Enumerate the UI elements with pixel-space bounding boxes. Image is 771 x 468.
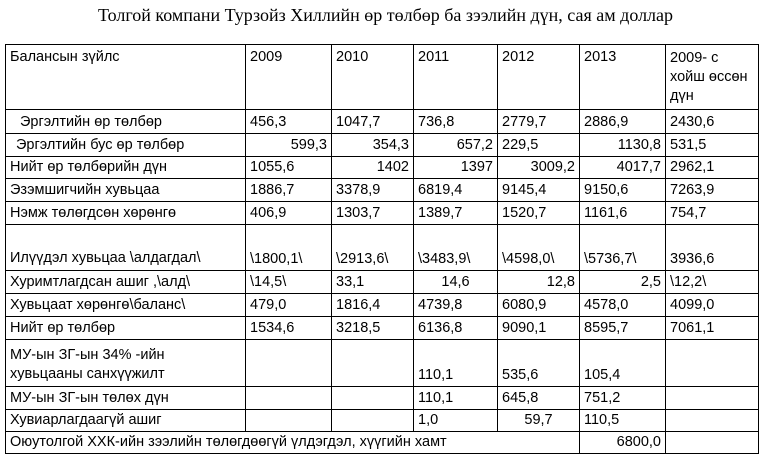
cell: 9150,6	[580, 179, 666, 202]
cell: 8595,7	[580, 317, 666, 340]
row-label: Нийт өр төлбөрийн дүн	[6, 157, 246, 179]
cell: 2779,7	[498, 110, 580, 134]
cell: 6080,9	[498, 294, 580, 317]
cell: 1816,4	[332, 294, 414, 317]
cell: 4578,0	[580, 294, 666, 317]
cell	[666, 387, 759, 410]
cell	[666, 432, 759, 454]
cell	[666, 340, 759, 387]
row-label: Эзэмшигчийн хувьцаа	[6, 179, 246, 202]
cell: 754,7	[666, 202, 759, 225]
cell: 4099,0	[666, 294, 759, 317]
cell: 110,5	[580, 410, 666, 432]
cell	[246, 340, 332, 387]
header-row	[6, 45, 759, 110]
row-label: Нийт өр төлбөр	[6, 317, 246, 340]
header-2013: 2013	[580, 45, 666, 110]
cell	[246, 387, 332, 410]
cell: 7263,9	[666, 179, 759, 202]
cell: 229,5	[498, 134, 580, 157]
cell: 354,3	[332, 134, 414, 157]
header-2011: 2011	[414, 45, 498, 110]
cell: 1,0	[414, 410, 498, 432]
cell: 2962,1	[666, 157, 759, 179]
table-row	[6, 317, 759, 340]
cell: 3218,5	[332, 317, 414, 340]
cell: \14,5\	[246, 271, 332, 294]
cell: 14,6	[414, 271, 498, 294]
cell: 6136,8	[414, 317, 498, 340]
row-label: Эргэлтийн бус өр төлбөр	[6, 134, 246, 157]
row-label: МУ-ын ЗГ-ын 34% -ийн хувьцааны санхүүжилт	[6, 340, 246, 387]
cell: 33,1	[332, 271, 414, 294]
cell: 12,8	[498, 271, 580, 294]
footer-label: Оюутолгой ХХК-ийн зээлийн төлөгдөөгүй үлдэгдэл, хүүгийн хамт	[6, 432, 580, 454]
cell: 6819,4	[414, 179, 498, 202]
table-row	[6, 294, 759, 317]
cell: 2430,6	[666, 110, 759, 134]
table-row	[6, 225, 759, 271]
table-row	[6, 110, 759, 134]
header-growth: 2009- с хойш өссөн дүн	[666, 45, 759, 110]
table-row	[6, 271, 759, 294]
cell: 1389,7	[414, 202, 498, 225]
cell: 1886,7	[246, 179, 332, 202]
cell: 456,3	[246, 110, 332, 134]
liabilities-table	[5, 44, 759, 454]
cell: \1800,1\	[246, 225, 332, 271]
cell: 110,1	[414, 340, 498, 387]
table-row	[6, 340, 759, 387]
cell: \12,2\	[666, 271, 759, 294]
cell: 7061,1	[666, 317, 759, 340]
header-2010: 2010	[332, 45, 414, 110]
cell: 657,2	[414, 134, 498, 157]
cell: 1130,8	[580, 134, 666, 157]
row-label: Хувьцаат хөрөнгө\баланс\	[6, 294, 246, 317]
cell: 1402	[332, 157, 414, 179]
cell: 59,7	[498, 410, 580, 432]
cell: \4598,0\	[498, 225, 580, 271]
header-2009: 2009	[246, 45, 332, 110]
cell: 1161,6	[580, 202, 666, 225]
table-row	[6, 387, 759, 410]
cell	[332, 387, 414, 410]
table-title: Толгой компани Турзойз Хиллийн өр төлбөр ба зээлийн дүн, сая ам доллар	[97, 5, 674, 25]
cell: 1520,7	[498, 202, 580, 225]
cell: 645,8	[498, 387, 580, 410]
cell: 1303,7	[332, 202, 414, 225]
cell: 3378,9	[332, 179, 414, 202]
table-row	[6, 134, 759, 157]
cell: 535,6	[498, 340, 580, 387]
cell	[332, 410, 414, 432]
cell: 9090,1	[498, 317, 580, 340]
cell: 105,4	[580, 340, 666, 387]
cell: 4017,7	[580, 157, 666, 179]
cell: 479,0	[246, 294, 332, 317]
table-row	[6, 410, 759, 432]
cell: \5736,7\	[580, 225, 666, 271]
cell: 736,8	[414, 110, 498, 134]
row-label: Хувиарлагдаагүй ашиг	[6, 410, 246, 432]
header-2012: 2012	[498, 45, 580, 110]
cell: 1534,6	[246, 317, 332, 340]
cell: 2,5	[580, 271, 666, 294]
row-label: Хуримтлагдсан ашиг ,\алд\	[6, 271, 246, 294]
cell: 3936,6	[666, 225, 759, 271]
cell: 2886,9	[580, 110, 666, 134]
cell: 110,1	[414, 387, 498, 410]
cell: \2913,6\	[332, 225, 414, 271]
row-label: Нэмж төлөгдсөн хөрөнгө	[6, 202, 246, 225]
table-row	[6, 179, 759, 202]
footer-value: 6800,0	[580, 432, 666, 454]
cell	[332, 340, 414, 387]
table-row	[6, 202, 759, 225]
footer-row	[6, 432, 759, 454]
cell: 9145,4	[498, 179, 580, 202]
table-row	[6, 157, 759, 179]
cell: 751,2	[580, 387, 666, 410]
cell: 3009,2	[498, 157, 580, 179]
cell: 531,5	[666, 134, 759, 157]
header-label: Балансын зүйлс	[6, 45, 246, 110]
cell: 599,3	[246, 134, 332, 157]
cell	[666, 410, 759, 432]
row-label: Илүүдэл хувьцаа \алдагдал\	[6, 225, 246, 271]
cell: 4739,8	[414, 294, 498, 317]
cell: \3483,9\	[414, 225, 498, 271]
cell: 406,9	[246, 202, 332, 225]
cell: 1047,7	[332, 110, 414, 134]
cell	[246, 410, 332, 432]
cell: 1397	[414, 157, 498, 179]
row-label: МУ-ын ЗГ-ын төлөх дүн	[6, 387, 246, 410]
row-label: Эргэлтийн өр төлбөр	[6, 110, 246, 134]
cell: 1055,6	[246, 157, 332, 179]
